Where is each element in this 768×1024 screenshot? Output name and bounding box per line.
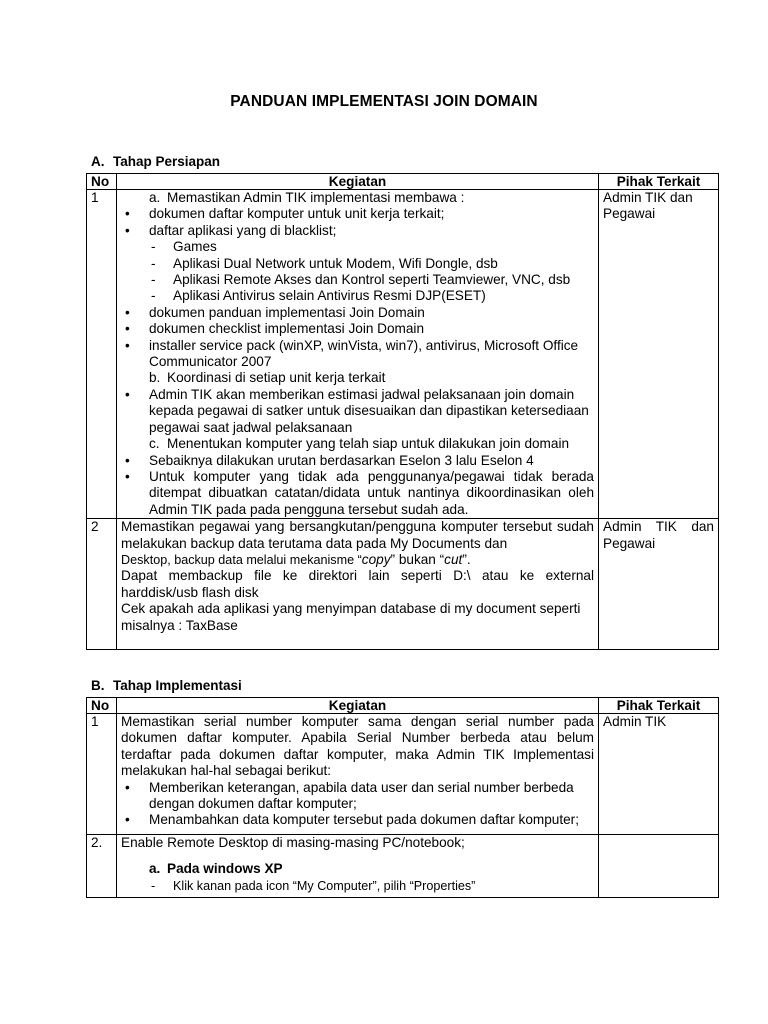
table-persiapan [86,173,719,650]
sub-item-c: c. Menentukan komputer yang telah siap untuk dilakukan join domain [149,436,570,452]
row-pihak-terkait: Admin TIK dan Pegawai [599,190,719,519]
row-kegiatan [117,190,599,519]
dash-item: - Klik kanan pada icon “My Computer”, pilih “Properties” [121,878,594,894]
table-row [87,190,719,519]
cut-term: cut [444,551,463,567]
header-kegiatan: Kegiatan [117,698,599,714]
bullet-item: • Menambahkan data komputer tersebut pada dokumen daftar komputer; [121,812,594,828]
row-number: 1 [87,190,117,519]
bullet-item: • Memberikan keterangan, apabila data user dan serial number berbeda dengan dokumen daftar komputer; [121,780,594,813]
document-title: PANDUAN IMPLEMENTASI JOIN DOMAIN [230,93,538,110]
header-pihak-terkait: Pihak Terkait [599,698,719,714]
sub-item-b: b. Koordinasi di setiap unit kerja terkait [149,370,386,386]
bullet-item: • dokumen daftar komputer untuk unit kerja terkait; [121,206,594,222]
header-pihak-terkait: Pihak Terkait [599,174,719,190]
row-number: 2. [87,835,117,898]
row-pihak-terkait: Admin TIK dan Pegawai [599,519,719,650]
bullet-item: • installer service pack (winXP, winVista, win7), antivirus, Microsoft Office Communicator 2007 [121,338,594,371]
paragraph: Dapat membackup file ke direktori lain seperti D:\ atau ke external harddisk/usb flash disk [121,568,594,600]
header-no: No [87,174,117,190]
row-kegiatan [117,714,599,835]
paragraph: Cek apakah ada aplikasi yang menyimpan database di my document seperti misalnya : TaxBase [121,601,581,633]
paragraph: Memastikan pegawai yang bersangkutan/pengguna komputer tersebut sudah melakukan backup data terutama data pada My Documents dan [121,519,594,551]
section-a-letter: A. [91,154,105,169]
table-row [87,519,719,650]
row-number: 2 [87,519,117,650]
dash-item: - Aplikasi Remote Akses dan Kontrol seperti Teamviewer, VNC, dsb [121,272,594,288]
table-row [87,714,719,835]
section-b-letter: B. [91,678,105,693]
paragraph: Enable Remote Desktop di masing-masing PC/notebook; [121,835,465,850]
row-kegiatan [117,835,599,898]
section-a-title: Tahap Persiapan [113,154,221,169]
copy-term: copy [361,551,391,567]
table-header-row [87,174,719,190]
bullet-item: • Untuk komputer yang tidak ada penggunanya/pegawai tidak berada ditempat dibuatkan catatan/didata untuk nantinya dikoordinasikan oleh Admin TIK pada pada pengguna tersebut sudah ada. [121,469,594,518]
row-number: 1 [87,714,117,835]
table-row [87,835,719,898]
header-no: No [87,698,117,714]
section-b-title: Tahap Implementasi [113,678,242,693]
row-pihak-terkait [599,835,719,898]
sub-heading-a: a. Pada windows XP [149,861,283,877]
paragraph: Desktop, backup data melalui mekanisme “copy” bukan “cut”. [121,551,471,567]
bullet-item: • dokumen checklist implementasi Join Domain [121,321,594,337]
bullet-item: • daftar aplikasi yang di blacklist; [121,223,594,239]
table-header-row [87,698,719,714]
paragraph: Memastikan serial number komputer sama dengan serial number pada dokumen daftar komputer. Apabila Serial Number berbeda atau belum terdaftar pada dokumen daftar komputer, maka Admin TIK Implementasi melakukan hal-hal sebagai berikut: [121,714,594,779]
header-kegiatan: Kegiatan [117,174,599,190]
bullet-item: • Sebaiknya dilakukan urutan berdasarkan Eselon 3 lalu Eselon 4 [121,453,594,469]
row-pihak-terkait: Admin TIK [599,714,719,835]
row-kegiatan [117,519,599,650]
bullet-item: • Admin TIK akan memberikan estimasi jadwal pelaksanaan join domain kepada pegawai di satker untuk disesuaikan dan dipastikan ketersediaan pegawai saat jadwal pelaksanaan [121,387,594,436]
dash-item: - Aplikasi Antivirus selain Antivirus Resmi DJP(ESET) [121,288,594,304]
bullet-item: • dokumen panduan implementasi Join Domain [121,305,594,321]
dash-item: - Games [121,239,594,255]
dash-item: - Aplikasi Dual Network untuk Modem, Wifi Dongle, dsb [121,256,594,272]
section-a-heading [91,154,220,169]
sub-item-a: a. Memastikan Admin TIK implementasi membawa : [149,190,465,205]
section-b-heading [91,678,242,693]
table-implementasi [86,697,719,898]
